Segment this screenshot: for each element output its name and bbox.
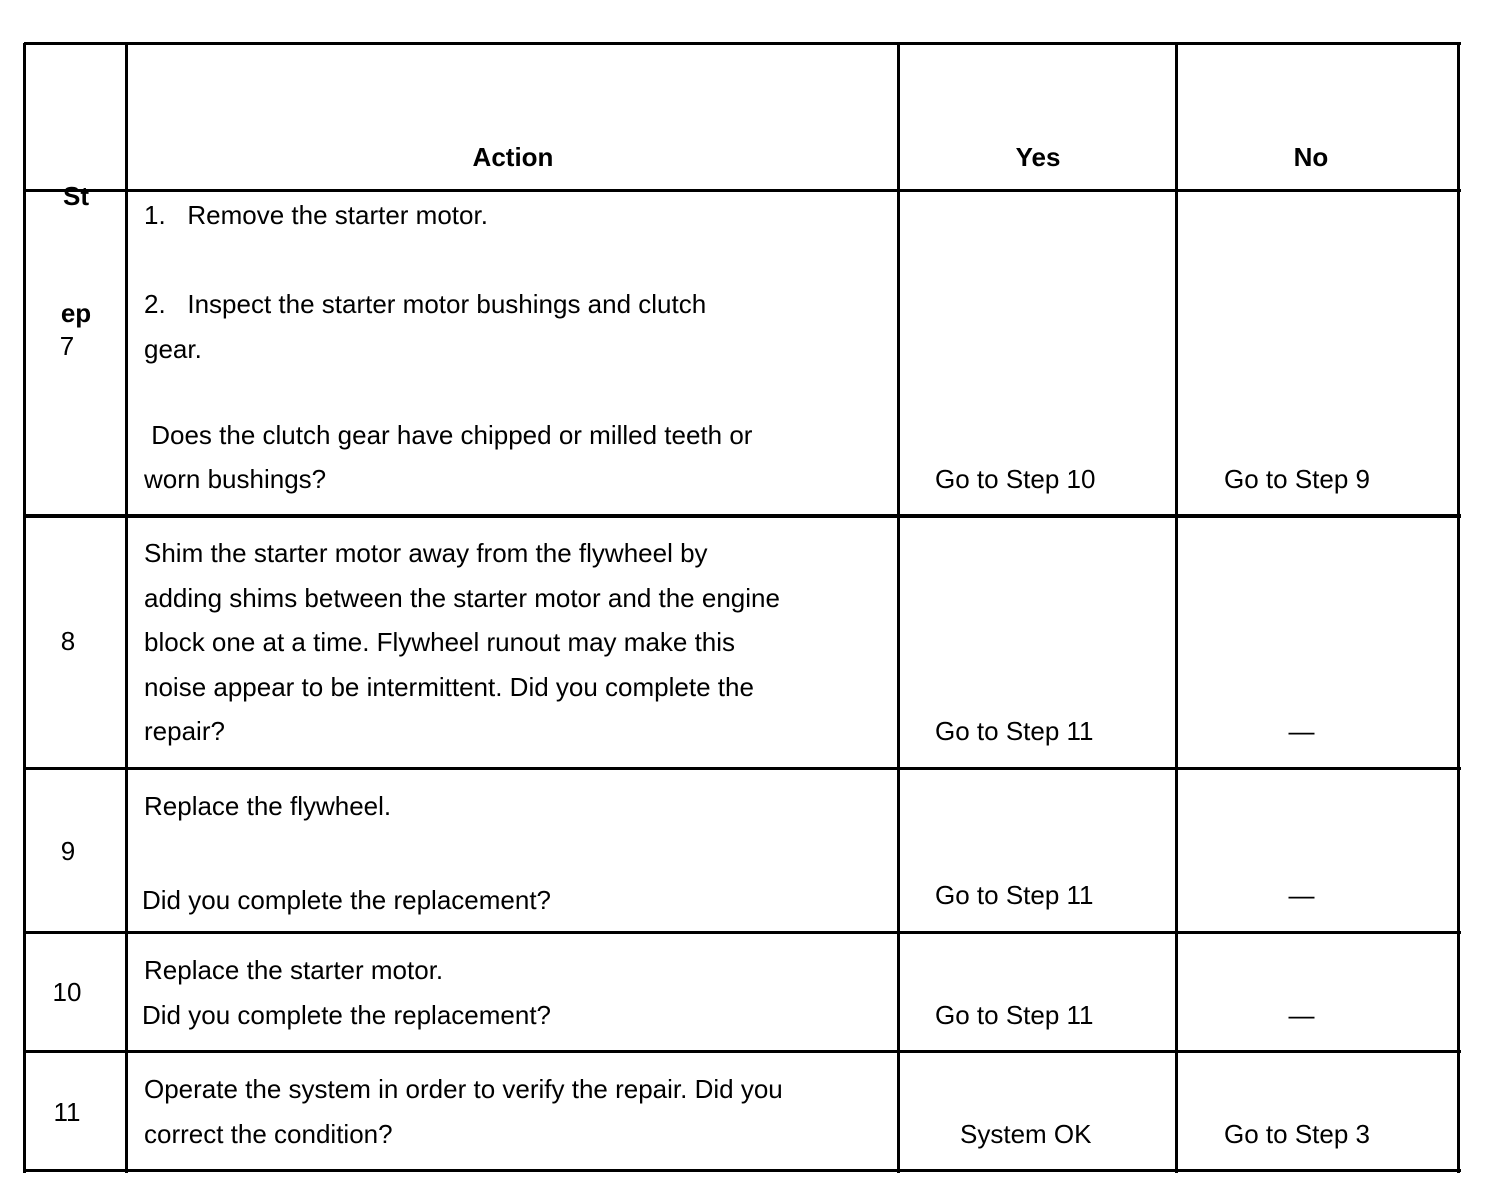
- row-9-yes: Go to Step 11: [935, 880, 1094, 910]
- row-9-action-line1: Replace the flywheel.: [144, 791, 392, 821]
- row-10-yes: Go to Step 11: [935, 1000, 1094, 1030]
- row-7-action-line1: 1. Remove the starter motor.: [144, 200, 488, 230]
- row-8-action-line4: noise appear to be intermittent. Did you complete the: [144, 672, 754, 702]
- row-7-no: Go to Step 9: [1224, 464, 1370, 494]
- row-10-action-line2: Did you complete the replacement?: [142, 1000, 552, 1030]
- row-8-yes: Go to Step 11: [935, 716, 1094, 746]
- row-8-action-line5: repair?: [144, 716, 225, 746]
- row-7-step: 7: [59, 331, 75, 361]
- header-bottom-border: [24, 189, 1461, 192]
- row-7-yes: Go to Step 10: [935, 464, 1096, 494]
- row-11-action-line2: correct the condition?: [144, 1119, 393, 1149]
- row-7-action-line3: gear.: [144, 334, 202, 364]
- row-8-no: —: [1288, 716, 1315, 746]
- row-8-step: 8: [60, 626, 76, 656]
- header-step-line2: ep: [60, 298, 92, 328]
- row-9-bottom-border: [24, 931, 1461, 934]
- header-no: No: [1293, 142, 1329, 172]
- row-11-step: 11: [53, 1097, 81, 1127]
- row-7-action-line2: 2. Inspect the starter motor bushings and clutch: [144, 289, 707, 319]
- row-7-bottom-border: [24, 514, 1461, 518]
- table-top-border: [24, 42, 1461, 45]
- row-9-step: 9: [60, 836, 76, 866]
- row-10-no: —: [1288, 1000, 1315, 1030]
- header-action: Action: [472, 142, 554, 172]
- row-10-step: 10: [52, 977, 82, 1007]
- row-7-action-line4: Does the clutch gear have chipped or milled teeth or: [144, 420, 753, 450]
- row-8-action-line2: adding shims between the starter motor and the engine: [144, 583, 780, 613]
- row-10-action-line1: Replace the starter motor.: [144, 955, 444, 985]
- row-8-action-line3: block one at a time. Flywheel runout may make this: [144, 627, 736, 657]
- row-9-no: —: [1288, 880, 1315, 910]
- table-right-border: [1457, 43, 1460, 1173]
- header-yes: Yes: [1015, 142, 1061, 172]
- action-column-border: [897, 43, 900, 1173]
- row-11-action-line1: Operate the system in order to verify the repair. Did you: [144, 1074, 783, 1104]
- row-9-action-line2: Did you complete the replacement?: [142, 885, 552, 915]
- row-10-bottom-border: [24, 1050, 1461, 1053]
- row-11-no: Go to Step 3: [1224, 1119, 1370, 1149]
- table-bottom-border: [24, 1169, 1461, 1172]
- row-7-action-line5: worn bushings?: [144, 464, 327, 494]
- row-8-bottom-border: [24, 767, 1461, 770]
- row-8-action-line1: Shim the starter motor away from the flywheel by: [144, 538, 708, 568]
- header-step-line1: St: [63, 181, 89, 211]
- row-11-yes: System OK: [960, 1119, 1092, 1149]
